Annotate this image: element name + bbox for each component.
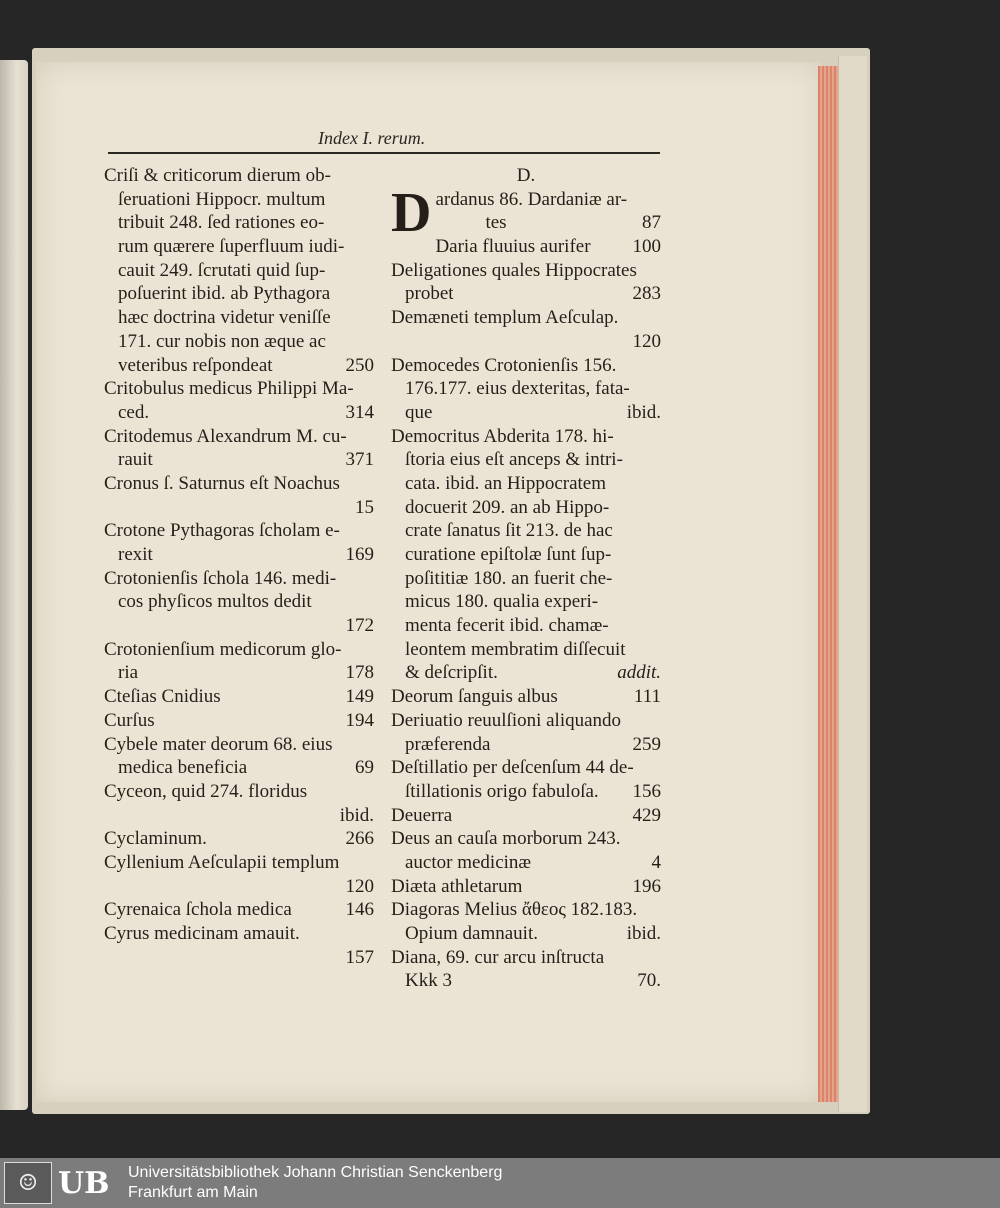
- index-line: [104, 756, 374, 780]
- entry-text: Curſus: [104, 709, 155, 731]
- page-number: [655, 638, 661, 662]
- entry-text: Cyllenium Aeſculapii templum: [104, 851, 340, 873]
- entry-text: Crotone Pythagoras ſcholam e-: [104, 520, 340, 542]
- entry-text: Opium damnauit.: [405, 923, 538, 945]
- entry-text: poſuerint ibid. ab Pythagora: [118, 283, 331, 305]
- page-number: [368, 377, 374, 401]
- logo-text: UB: [58, 1165, 110, 1201]
- index-line: [391, 851, 661, 875]
- page-number: [655, 519, 661, 543]
- entry-text: menta fecerit ibid. chamæ-: [405, 615, 609, 637]
- index-line: [391, 922, 661, 946]
- entry-text: Diana, 69. cur arcu inſtructa: [391, 946, 605, 968]
- page-number: 146: [345, 899, 374, 921]
- page-number: [368, 638, 374, 662]
- page-number: ibid.: [626, 923, 661, 945]
- entry-text: medica beneficia: [118, 757, 248, 779]
- index-line: [435, 235, 661, 259]
- entry-text: Demæneti templum Aeſculap.: [391, 307, 619, 329]
- index-line: [391, 401, 661, 425]
- entry-text: rexit: [118, 544, 153, 565]
- page-number: [368, 425, 374, 449]
- index-line: [391, 282, 661, 306]
- index-line: [104, 211, 374, 235]
- page-number: 120: [632, 330, 661, 352]
- index-line: [104, 851, 374, 875]
- section-letter: D.: [516, 165, 536, 186]
- page-number: [368, 780, 374, 804]
- entry-text: probet: [405, 283, 454, 305]
- entry-text: Deuerra: [391, 804, 453, 826]
- page-number: ibid.: [626, 401, 661, 423]
- page-number: 196: [632, 875, 661, 897]
- index-line: [104, 614, 374, 638]
- entry-text: 171. cur nobis non æque ac: [118, 330, 326, 352]
- index-line: [104, 827, 374, 851]
- page-number: [655, 709, 661, 733]
- entry-text: ardanus 86. Dardaniæ ar-: [435, 188, 628, 210]
- page-number: [368, 851, 374, 875]
- page-number: [655, 306, 661, 330]
- entry-text: Democritus Abderita 178. hi-: [391, 425, 614, 447]
- index-line: [104, 519, 374, 543]
- entry-text: cata. ibid. an Hippocratem: [405, 472, 607, 494]
- index-line: [391, 969, 661, 993]
- page-number: [655, 898, 661, 922]
- page-number: [368, 235, 374, 259]
- index-line: [391, 567, 661, 591]
- page-number: 169: [345, 544, 374, 565]
- index-line: [435, 188, 661, 212]
- index-line: [104, 354, 374, 378]
- entry-text: Crotonienſium medicorum glo-: [104, 638, 342, 660]
- entry-text: Kkk 3: [405, 970, 452, 992]
- index-line: [104, 709, 374, 733]
- index-column-right: [391, 164, 661, 993]
- page-number: [655, 827, 661, 851]
- page-number: addit.: [617, 662, 661, 684]
- page-number: [655, 567, 661, 591]
- index-line: [104, 685, 374, 709]
- page-number: [368, 567, 374, 591]
- entry-text: Democedes Crotonienſis 156.: [391, 354, 617, 376]
- entry-text: Cyclaminum.: [104, 828, 207, 850]
- entry-text: cos phyſicos multos dedit: [118, 591, 312, 613]
- page-number: 70.: [637, 970, 661, 992]
- entry-text: leontem membratim diſſecuit: [405, 638, 626, 660]
- index-line: [104, 922, 374, 946]
- entry-text: Deſtillatio per deſcenſum 44 de-: [391, 757, 634, 779]
- index-line: [104, 661, 374, 685]
- page-number: [655, 614, 661, 638]
- index-line: [391, 377, 661, 401]
- entry-text: Deorum ſanguis albus: [391, 686, 558, 708]
- entry-text: Cronus ſ. Saturnus eſt Noachus: [104, 472, 340, 494]
- entry-text: Cteſias Cnidius: [104, 686, 221, 708]
- page-number: [655, 496, 661, 520]
- index-line: [391, 354, 661, 378]
- library-footer: [0, 1158, 1000, 1208]
- index-line: [104, 282, 374, 306]
- index-line: [104, 188, 374, 212]
- entry-text: 176.177. eius dexteritas, fata-: [405, 378, 630, 400]
- index-line: [391, 827, 661, 851]
- page-number: [368, 282, 374, 306]
- page-number: [368, 259, 374, 283]
- index-line: [391, 756, 661, 780]
- entry-text: ſtillationis origo fabuloſa.: [405, 780, 599, 802]
- index-column-left: [104, 164, 374, 969]
- index-line: [104, 638, 374, 662]
- index-line: [391, 425, 661, 449]
- page-number: [655, 543, 661, 567]
- entry-text: Critobulus medicus Philippi Ma-: [104, 378, 354, 400]
- index-line: [104, 898, 374, 922]
- index-line: [104, 448, 374, 472]
- page-number: [368, 164, 374, 188]
- library-city: Frankfurt am Main: [128, 1184, 258, 1201]
- entry-text: docuerit 209. an ab Hippo-: [405, 496, 610, 518]
- entry-text: crate ſanatus ſit 213. de hac: [405, 520, 613, 542]
- entry-text: & deſcripſit.: [405, 662, 498, 684]
- portrait-icon: ☺: [4, 1162, 52, 1204]
- page-number: 4: [651, 851, 661, 873]
- entry-text: Cyceon, quid 274. floridus: [104, 780, 308, 802]
- index-line: [104, 425, 374, 449]
- entry-text: Daria fluuius aurifer: [435, 236, 591, 258]
- index-line: [104, 543, 374, 567]
- page-number: 120: [345, 875, 374, 897]
- entry-text: Diagoras Melius ἄθεος 182.183.: [391, 899, 638, 921]
- entry-text: rum quærere ſuperfluum iudi-: [118, 236, 345, 258]
- entry-text: Cyrenaica ſchola medica: [104, 899, 292, 921]
- index-line: [104, 164, 374, 188]
- entry-text: ria: [118, 662, 139, 684]
- page-number: [368, 922, 374, 946]
- page-number: [368, 519, 374, 543]
- entry-text: Crotonienſis ſchola 146. medi-: [104, 567, 337, 589]
- entry-text: ced.: [118, 401, 150, 423]
- page-number: [655, 448, 661, 472]
- index-line: [391, 780, 661, 804]
- page-number: [368, 472, 374, 496]
- page-number: 429: [632, 804, 661, 826]
- index-line: [104, 259, 374, 283]
- entry-text: præferenda: [405, 733, 491, 755]
- index-line: [391, 496, 661, 520]
- page-number: [655, 756, 661, 780]
- page-number: 194: [345, 709, 374, 731]
- page-number: 178: [345, 662, 374, 684]
- page-number: 172: [345, 615, 374, 637]
- library-name: Universitätsbibliothek Johann Christian Senckenberg: [128, 1164, 503, 1181]
- library-logo[interactable]: [4, 1160, 122, 1206]
- index-line: [391, 448, 661, 472]
- entry-text: ſtoria eius eſt anceps & intri-: [405, 449, 623, 471]
- page-number: 156: [632, 780, 661, 802]
- index-line: [391, 472, 661, 496]
- index-line: [104, 235, 374, 259]
- page-number: [655, 425, 661, 449]
- index-line: [104, 496, 374, 520]
- page-block-edge: [838, 56, 867, 1112]
- entry-text: Deus an cauſa morborum 243.: [391, 828, 621, 850]
- index-line: [391, 804, 661, 828]
- index-line: [104, 780, 374, 804]
- page-number: 15: [355, 496, 374, 518]
- entry-text: veteribus reſpondeat: [118, 354, 273, 376]
- red-page-edges: [818, 66, 838, 1102]
- entry-text: Criſi & criticorum dierum ob-: [104, 165, 331, 186]
- page-number: 314: [345, 401, 374, 423]
- page-number: 266: [345, 828, 374, 850]
- index-line: [391, 898, 661, 922]
- page-number: [655, 590, 661, 614]
- index-line: [104, 330, 374, 354]
- entry-text: rauit: [118, 449, 153, 471]
- page-number: [655, 472, 661, 496]
- page-number: [655, 259, 661, 283]
- page-number: 87: [642, 212, 661, 234]
- index-line: [391, 590, 661, 614]
- index-line: [104, 733, 374, 757]
- page-number: [368, 188, 374, 212]
- page-number: 100: [632, 236, 661, 258]
- entry-text: micus 180. qualia experi-: [405, 591, 599, 613]
- index-line: [104, 401, 374, 425]
- index-line: [391, 259, 661, 283]
- facing-page-edge: [0, 60, 28, 1110]
- index-line: [391, 638, 661, 662]
- index-line: [391, 543, 661, 567]
- entry-text: Diæta athletarum: [391, 875, 523, 897]
- index-line: [391, 330, 661, 354]
- index-line: [104, 567, 374, 591]
- page-number: [655, 946, 661, 970]
- index-line: [104, 590, 374, 614]
- entry-text: curatione epiſtolæ ſunt ſup-: [405, 544, 612, 566]
- page-number: ibid.: [339, 804, 374, 826]
- index-line: [391, 733, 661, 757]
- running-header: Index I. rerum.: [318, 128, 426, 148]
- entry-text: ſeruationi Hippocr. multum: [118, 188, 326, 210]
- page-number: 283: [632, 283, 661, 305]
- page-number: [368, 733, 374, 757]
- entry-text: auctor medicinæ: [405, 851, 532, 873]
- page-number: [368, 330, 374, 354]
- page-number: [368, 590, 374, 614]
- index-line: [104, 377, 374, 401]
- index-line: [391, 306, 661, 330]
- index-line: [391, 519, 661, 543]
- page-number: 371: [345, 449, 374, 471]
- index-line: [104, 946, 374, 970]
- index-line: [104, 306, 374, 330]
- page-number: [368, 211, 374, 235]
- entry-text: Cybele mater deorum 68. eius: [104, 733, 333, 755]
- index-line: [104, 472, 374, 496]
- entry-text: que: [405, 401, 433, 423]
- page-number: 149: [345, 686, 374, 708]
- header-rule: [108, 152, 660, 154]
- index-line: [391, 709, 661, 733]
- entry-text: hæc doctrina videtur veniſſe: [118, 307, 331, 329]
- page-number: 250: [345, 354, 374, 376]
- entry-text: tes: [485, 212, 507, 234]
- page-number: [655, 377, 661, 401]
- entry-text: cauit 249. ſcrutati quid ſup-: [118, 259, 326, 281]
- page-number: [368, 306, 374, 330]
- page-number: 157: [345, 946, 374, 968]
- index-line: [391, 685, 661, 709]
- page-number: [655, 354, 661, 378]
- index-line: [104, 875, 374, 899]
- entry-text: tribuit 248. ſed rationes eo-: [118, 212, 325, 234]
- index-line: [435, 211, 661, 235]
- entry-text: Deligationes quales Hippocrates: [391, 259, 637, 281]
- entry-text: Deriuatio reuulſioni aliquando: [391, 709, 622, 731]
- index-line: [104, 804, 374, 828]
- index-line: [391, 614, 661, 638]
- page-number: 69: [355, 757, 374, 779]
- index-line: [391, 875, 661, 899]
- page-number: 259: [632, 733, 661, 755]
- index-line: [391, 661, 661, 685]
- drop-cap: D: [391, 181, 432, 244]
- entry-text: Cyrus medicinam amauit.: [104, 923, 300, 944]
- index-line: [391, 946, 661, 970]
- entry-text: Critodemus Alexandrum M. cu-: [104, 425, 347, 447]
- entry-text: poſititiæ 180. an fuerit che-: [405, 567, 613, 589]
- page-number: 111: [633, 686, 661, 708]
